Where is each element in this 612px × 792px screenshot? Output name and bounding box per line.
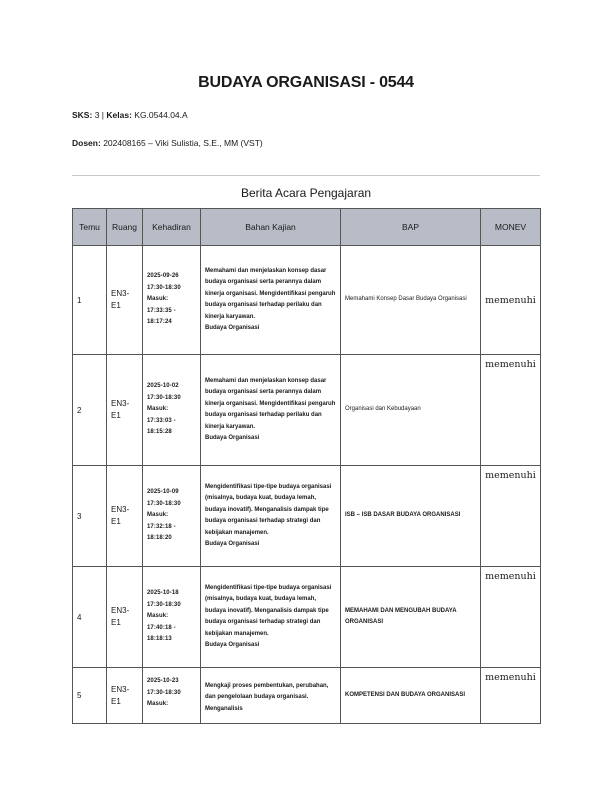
course-meta — [72, 110, 188, 120]
monev-value: memenuhi — [485, 672, 536, 683]
cell-bahan-kajian: Mengkaji proses pembentukan, perubahan, dan pengelolaan budaya organisasi. Menganalisis — [201, 668, 341, 724]
cell-ruang: EN3-E1 — [107, 567, 143, 668]
cell-ruang: EN3-E1 — [107, 355, 143, 466]
header-ruang: Ruang — [107, 209, 143, 246]
table-header-row — [73, 209, 541, 246]
lecturer-meta — [72, 138, 263, 148]
dosen-label: Dosen: — [72, 138, 101, 148]
bap-table — [72, 208, 541, 724]
cell-kehadiran: 2025-09-26 17:30-18:30 Masuk: 17:33:35 - 18:17:24 — [143, 246, 201, 355]
cell-ruang: EN3-E1 — [107, 246, 143, 355]
table-row — [73, 466, 541, 567]
cell-bahan-kajian: Mengidentifikasi tipe-tipe budaya organisasi (misalnya, budaya kuat, budaya lemah, budaya inovatif). Menganalisis dampak tipe budaya organisasi terhadap strategi dan kebijakan manajemen. Budaya Organisasi — [201, 466, 341, 567]
monev-value: memenuhi — [485, 470, 536, 481]
cell-bahan-kajian: Memahami dan menjelaskan konsep dasar budaya organisasi serta perannya dalam kinerja organisasi. Mengidentifikasi pengaruh budaya organisasi terhadap perilaku dan kinerja karyawan. Budaya Organisasi — [201, 246, 341, 355]
header-monev: MONEV — [481, 209, 541, 246]
cell-bap: KOMPETENSI DAN BUDAYA ORGANISASI — [341, 668, 481, 724]
cell-bap: ISB – ISB DASAR BUDAYA ORGANISASI — [341, 466, 481, 567]
cell-ruang: EN3-E1 — [107, 668, 143, 724]
header-kehadiran: Kehadiran — [143, 209, 201, 246]
cell-monev: memenuhi — [481, 246, 541, 355]
divider — [72, 175, 540, 176]
cell-temu: 4 — [73, 567, 107, 668]
header-bahan-kajian: Bahan Kajian — [201, 209, 341, 246]
cell-temu: 2 — [73, 355, 107, 466]
table-row — [73, 668, 541, 724]
cell-bap: Organisasi dan Kebudayaan — [341, 355, 481, 466]
cell-temu: 5 — [73, 668, 107, 724]
cell-kehadiran: 2025-10-02 17:30-18:30 Masuk: 17:33:03 - 18:15:28 — [143, 355, 201, 466]
monev-value: memenuhi — [485, 571, 536, 582]
cell-monev — [481, 466, 541, 567]
cell-bahan-kajian: Memahami dan menjelaskan konsep dasar budaya organisasi serta perannya dalam kinerja organisasi. Mengidentifikasi pengaruh budaya organisasi terhadap perilaku dan kinerja karyawan. Budaya Organisasi — [201, 355, 341, 466]
page-title: BUDAYA ORGANISASI - 0544 — [198, 74, 414, 91]
cell-bahan-kajian: Mengidentifikasi tipe-tipe budaya organisasi (misalnya, budaya kuat, budaya lemah, budaya inovatif). Menganalisis dampak tipe budaya organisasi terhadap strategi dan kebijakan manajemen. Budaya Organisasi — [201, 567, 341, 668]
cell-monev — [481, 355, 541, 466]
cell-kehadiran: 2025-10-18 17:30-18:30 Masuk: 17:40:18 - 18:18:13 — [143, 567, 201, 668]
table-row — [73, 246, 541, 355]
sks-value: 3 — [94, 110, 100, 120]
cell-temu: 3 — [73, 466, 107, 567]
cell-monev — [481, 567, 541, 668]
sks-label: SKS: — [72, 110, 93, 120]
dosen-value: 202408165 – Viki Sulistia, S.E., MM (VST) — [103, 138, 263, 148]
cell-kehadiran: 2025-10-23 17:30-18:30 Masuk: — [143, 668, 201, 724]
cell-bap: MEMAHAMI DAN MENGUBAH BUDAYA ORGANISASI — [341, 567, 481, 668]
cell-temu: 1 — [73, 246, 107, 355]
header-temu: Temu — [73, 209, 107, 246]
cell-monev — [481, 668, 541, 724]
cell-kehadiran: 2025-10-09 17:30-18:30 Masuk: 17:32:18 - 18:18:20 — [143, 466, 201, 567]
kelas-value: KG.0544.04.A — [134, 110, 188, 120]
table-row — [73, 355, 541, 466]
meta-separator: | — [101, 110, 105, 120]
header-bap: BAP — [341, 209, 481, 246]
cell-ruang: EN3-E1 — [107, 466, 143, 567]
table-row — [73, 567, 541, 668]
monev-value: memenuhi — [485, 359, 536, 370]
kelas-label: Kelas: — [106, 110, 132, 120]
section-title: Berita Acara Pengajaran — [240, 186, 372, 200]
cell-bap: Memahami Konsep Dasar Budaya Organisasi — [341, 246, 481, 355]
